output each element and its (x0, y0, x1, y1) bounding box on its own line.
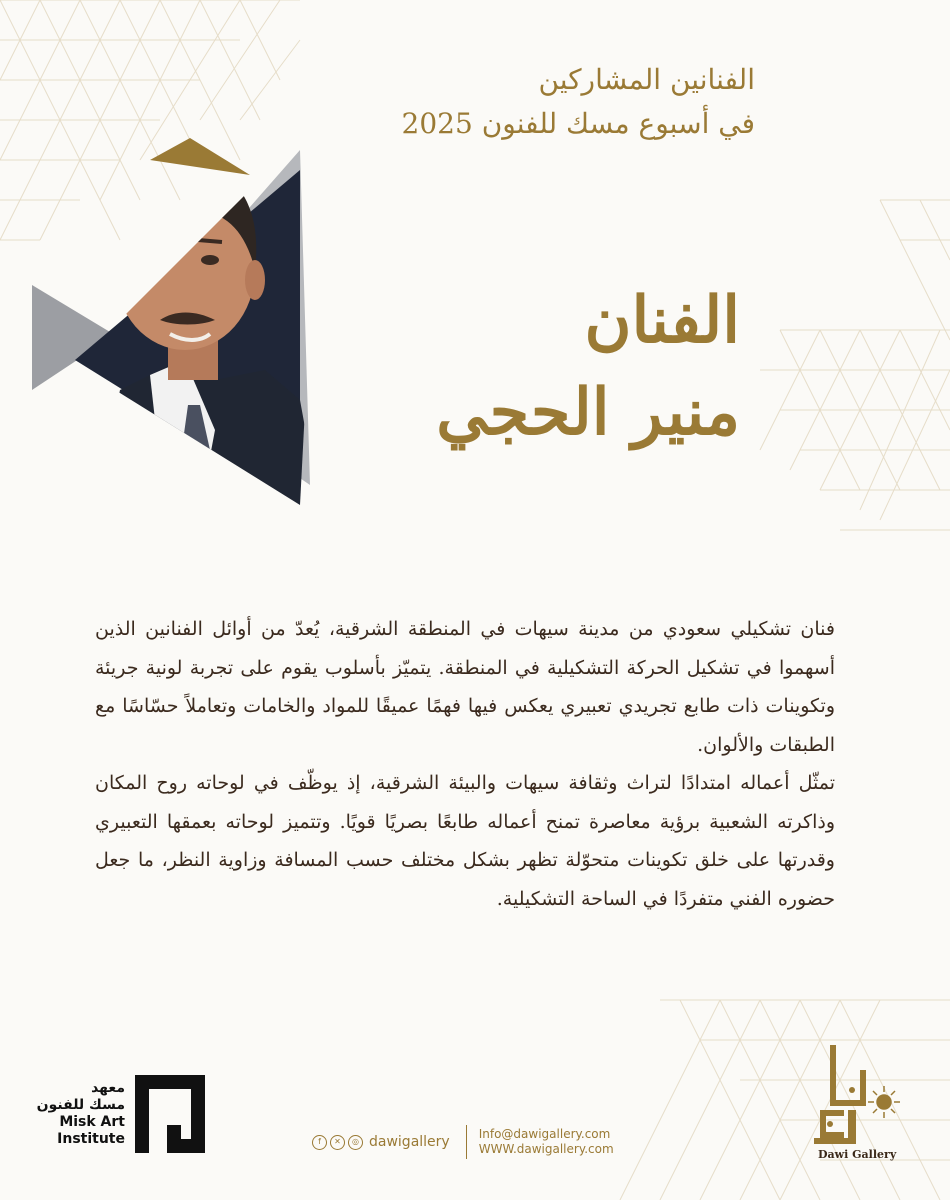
bio-paragraph-1: فنان تشكيلي سعودي من مدينة سيهات في المنطقة الشرقية، يُعدّ من أوائل الفنانين الذين أسهموا في تشكيل الحركة التشكيلية في المنطقة. يتميّز بأسلوب يقوم على تجربة لونية جريئة وتكوينات ذات طابع تجريدي تعبيري يعكس فيها فهمًا عميقًا للمواد والخامات وتعاملاً حسّاسًا مع الطبقات والألوان. (95, 618, 835, 756)
sun-icon (868, 1086, 900, 1118)
contact-lines (479, 1127, 614, 1157)
website-link[interactable]: WWW.dawigallery.com (478, 1142, 614, 1156)
misk-en-line-2: Institute (57, 1131, 125, 1147)
email-link[interactable]: Info@dawigallery.com (478, 1127, 611, 1141)
header-line-2: في أسبوع مسك للفنون 2025 (401, 107, 755, 140)
misk-en-line-1: Misk Art (59, 1114, 125, 1130)
misk-ar-line-1: معهد (91, 1080, 125, 1096)
misk-art-institute-wordmark (30, 1080, 125, 1148)
header-title (335, 58, 755, 146)
social-links (312, 1134, 450, 1150)
social-handle[interactable]: dawigallery (369, 1134, 450, 1150)
misk-ar-line-2: مسك للفنون (36, 1097, 125, 1113)
artist-heading (320, 275, 740, 459)
x-icon[interactable]: ✕ (330, 1135, 345, 1150)
misk-logo-mark (135, 1075, 205, 1153)
artist-name: منير الحجي (436, 375, 740, 450)
artist-title: الفنان (584, 283, 740, 358)
dawi-gallery-name: Dawi Gallery (818, 1148, 897, 1161)
footer-contact (312, 1122, 614, 1162)
footer-divider (466, 1125, 467, 1159)
gold-triangle (150, 138, 250, 175)
facebook-icon[interactable]: f (312, 1135, 327, 1150)
artist-bio (95, 610, 835, 918)
bio-paragraph-2: تمثّل أعماله امتدادًا لتراث وثقافة سيهات والبيئة الشرقية، إذ يوظّف في لوحاته روح المكان وذاكرته الشعبية برؤية معاصرة تمنح أعماله طابعًا بصريًا قويًا. وتتميز لوحاته بعمقها التعبيري وقدرتها على خلق تكوينات متحوّلة تظهر بشكل مختلف حسب المسافة وزاوية النظر، ما جعل حضوره الفني متفردًا في الساحة التشكيلية. (95, 772, 835, 910)
artist-portrait (0, 130, 330, 510)
instagram-icon[interactable]: ◎ (348, 1135, 363, 1150)
header-line-1: الفنانين المشاركين (538, 63, 755, 96)
